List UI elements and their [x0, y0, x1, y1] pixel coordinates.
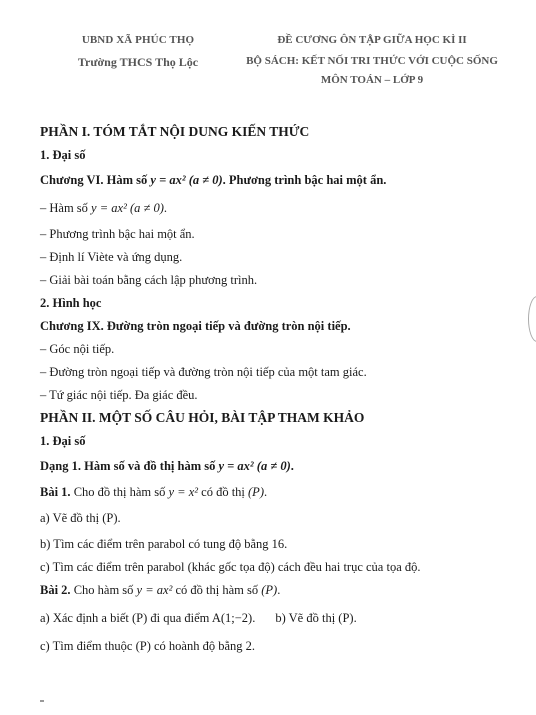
algebra-item-1-suffix: .: [163, 201, 168, 215]
part2-title: PHẦN II. MỘT SỐ CÂU HỎI, BÀI TẬP THAM KHẢO: [40, 410, 365, 425]
type1-heading: [40, 458, 520, 474]
exercise-1-text-2: có đồ thị: [198, 485, 249, 499]
type1-suffix: .: [290, 459, 294, 473]
part1-geometry-heading: 2. Hình học: [40, 296, 102, 310]
algebra-item-1: [40, 200, 520, 216]
exercise-2-graph-name: (P): [261, 583, 278, 597]
exercise-1-function: y = x²: [168, 485, 199, 499]
scan-speck: [40, 700, 44, 702]
document-body: [40, 124, 520, 654]
part2-algebra-heading: 1. Đại số: [40, 434, 86, 448]
exercise-2-part-b: b) Vẽ đồ thị (P).: [275, 611, 357, 625]
type1-prefix: Dạng 1. Hàm số và đồ thị hàm số: [40, 459, 219, 473]
exercise-1-part-c: c) Tìm các điểm trên parabol (khác gốc tọa độ) cách đều hai trục của tọa độ.: [40, 560, 421, 574]
part1-algebra-heading: 1. Đại số: [40, 148, 86, 162]
header-authority: UBND XÃ PHÚC THỌ: [81, 34, 195, 46]
part1-title: PHẦN I. TÓM TẮT NỘI DUNG KIẾN THỨC: [40, 124, 310, 139]
exercise-1: [40, 484, 520, 500]
chapter6-heading: [40, 172, 520, 188]
algebra-item-2: – Phương trình bậc hai một ẩn.: [40, 227, 195, 241]
exercise-2: [40, 582, 520, 598]
exercise-2-row-ab: [40, 610, 520, 626]
header-right: [232, 34, 512, 86]
geometry-item-2: – Đường tròn ngoại tiếp và đường tròn nội tiếp của một tam giác.: [40, 365, 367, 379]
algebra-item-1-function: y = ax² (a ≠ 0): [91, 201, 164, 215]
exercise-2-text-1: Cho hàm số: [70, 583, 137, 597]
chapter6-suffix: . Phương trình bậc hai một ẩn.: [222, 173, 387, 187]
exercise-1-text-3: .: [263, 485, 268, 499]
geometry-item-3: – Tứ giác nội tiếp. Đa giác đều.: [40, 388, 198, 402]
chapter6-function: y = ax² (a ≠ 0): [150, 173, 223, 187]
scan-edge-mark: [528, 296, 536, 342]
exercise-1-part-b: b) Tìm các điểm trên parabol có tung độ bằng 16.: [40, 537, 288, 551]
exercise-2-function: y = ax²: [136, 583, 173, 597]
header-school: Trường THCS Thọ Lộc: [77, 55, 199, 69]
algebra-item-3: – Định lí Viète và ứng dụng.: [40, 250, 183, 264]
algebra-item-4: – Giải bài toán bằng cách lập phương trình.: [40, 273, 258, 287]
exercise-1-graph-name: (P): [248, 485, 264, 499]
exercise-1-part-a: a) Vẽ đồ thị (P).: [40, 511, 121, 525]
exercise-1-label: Bài 1.: [40, 485, 71, 499]
header-left: [40, 34, 236, 70]
exercise-2-part-c: c) Tìm điểm thuộc (P) có hoành độ bằng 2.: [40, 639, 256, 653]
header-title: ĐỀ CƯƠNG ÔN TẬP GIỮA HỌC KÌ II: [277, 34, 467, 46]
algebra-item-1-prefix: – Hàm số: [40, 201, 92, 215]
exercise-2-part-a: a) Xác định a biết (P) đi qua điểm A(1;−2).: [40, 611, 256, 625]
exercise-2-text-2: có đồ thị hàm số: [172, 583, 262, 597]
exercise-1-text-1: Cho đồ thị hàm số: [70, 485, 169, 499]
type1-function: y = ax² (a ≠ 0): [218, 459, 291, 473]
exercise-2-label: Bài 2.: [40, 583, 71, 597]
chapter6-prefix: Chương VI. Hàm số: [40, 173, 151, 187]
header-book: BỘ SÁCH: KẾT NỐI TRI THỨC VỚI CUỘC SỐNG: [246, 55, 498, 67]
geometry-item-1: – Góc nội tiếp.: [40, 342, 115, 356]
exercise-2-text-3: .: [277, 583, 281, 597]
header-subject: MÔN TOÁN – LỚP 9: [320, 74, 424, 86]
chapter9-heading: Chương IX. Đường tròn ngoại tiếp và đường tròn nội tiếp.: [40, 319, 351, 333]
